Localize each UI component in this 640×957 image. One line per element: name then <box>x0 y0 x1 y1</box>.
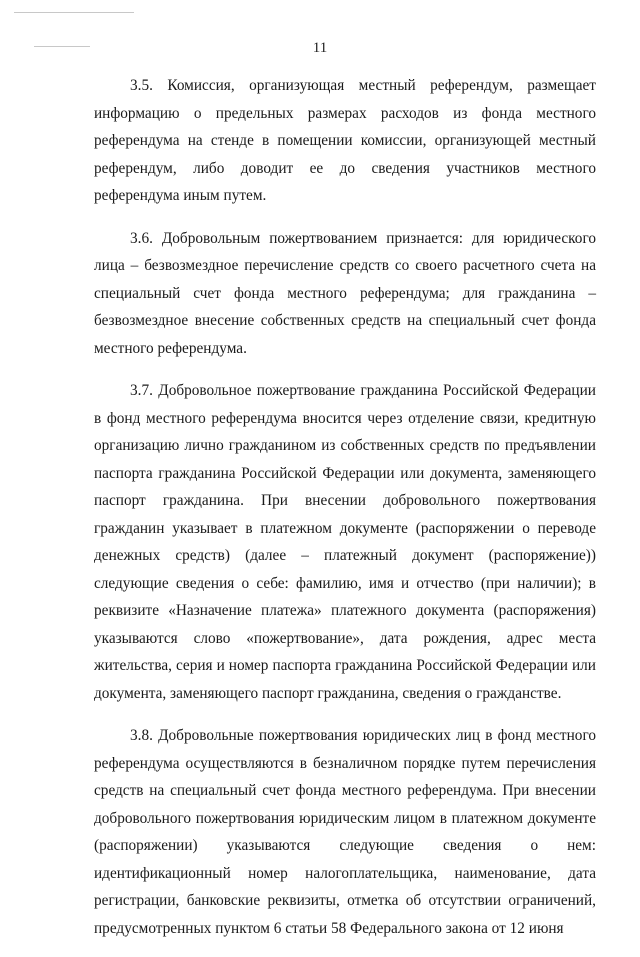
paragraph-3-6: 3.6. Добровольным пожертвованием признается: для юридического лица – безвозмездное перечисление средств со своего расчетного счета на специальный счет фонда местного референдума; для гражданина – безвозмездное внесение собственных средств на специальный счет фонда местного референдума. <box>94 229 596 357</box>
paragraph-3-8: 3.8. Добровольные пожертвования юридических лиц в фонд местного референдума осуществляются в безналичном порядке путем перечисления средств на специальный счет фонда местного референдума. При внесении добровольного пожертвования юридическим лицом в платежном документе (распоряжении) указываются следующие сведения о нем: идентификационный номер налогоплательщика, наименование, дата регистрации, банковские реквизиты, отметка об отсутствии ограничений, предусмотренных пунктом 6 статьи 58 Федерального закона от 12 июня <box>94 727 596 937</box>
document-body <box>94 72 596 957</box>
paragraph-3-7: 3.7. Добровольное пожертвование гражданина Российской Федерации в фонд местного референдума вносится через отделение связи, кредитную организацию лично гражданином из собственных средств по предъявлении паспорта гражданина Российской Федерации или документа, заменяющего паспорт гражданина. При внесении добровольного пожертвования гражданин указывает в платежном документе (распоряжении о переводе денежных средств) (далее – платежный документ (распоряжение)) следующие сведения о себе: фамилию, имя и отчество (при наличии); в реквизите «Назначение платежа» платежного документа (распоряжения) указываются слово «пожертвование», дата рождения, адрес места жительства, серия и номер паспорта гражданина Российской Федерации или документа, заменяющего паспорт гражданина, сведения о гражданстве. <box>94 382 596 702</box>
page-number: 11 <box>312 40 328 56</box>
paragraph-3-5: 3.5. Комиссия, организующая местный референдум, размещает информацию о предельных размерах расходов из фонда местного референдума на стенде в помещении комиссии, организующей местный референдум, либо доводит ее до сведения участников местного референдума иным путем. <box>94 77 596 204</box>
scan-artifact-line <box>14 12 134 13</box>
